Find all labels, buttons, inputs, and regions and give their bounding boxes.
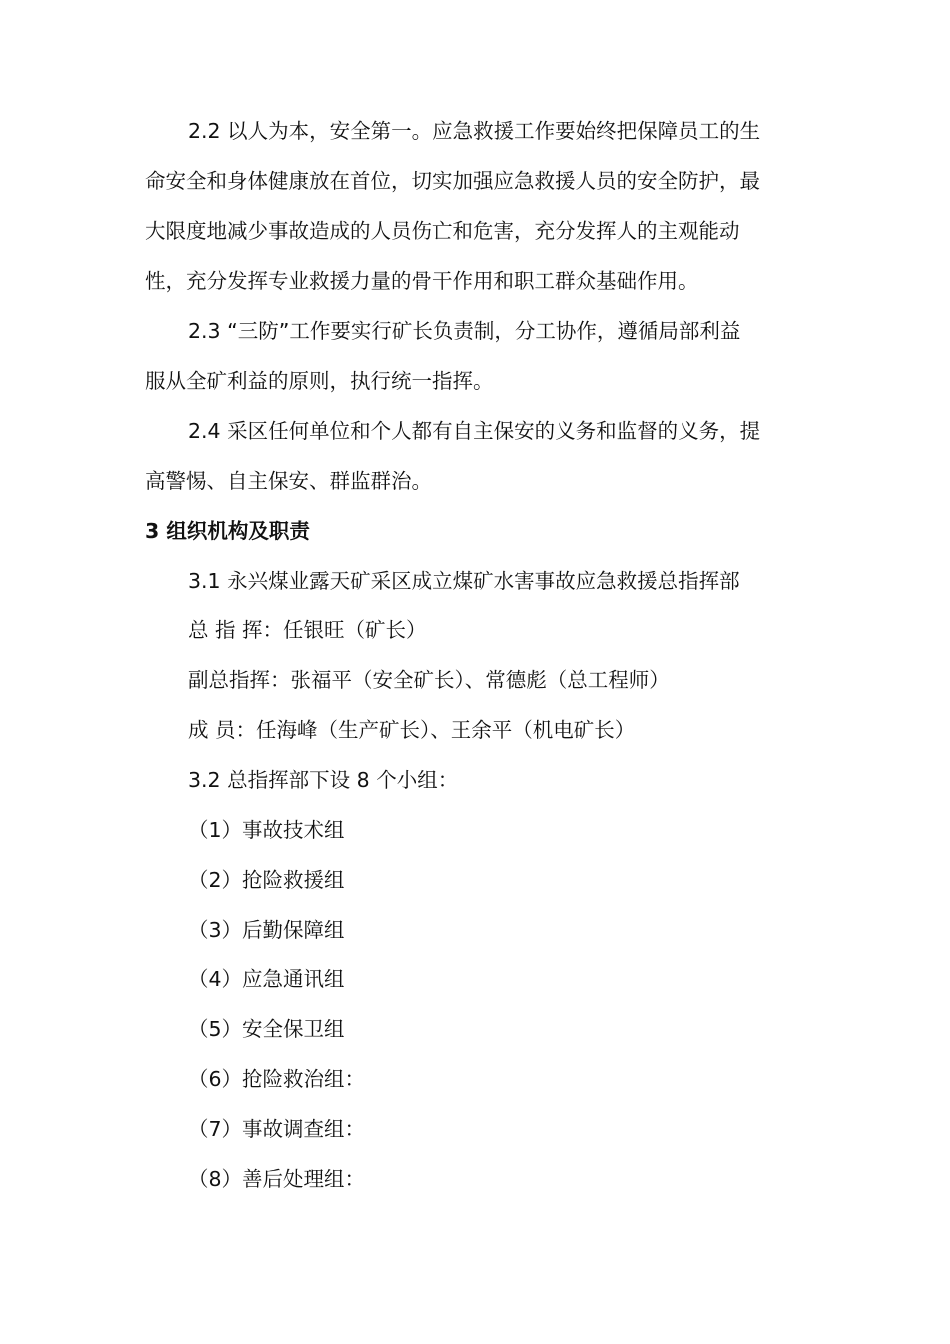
paragraph-2-2-line-3: 大限度地减少事故造成的人员伤亡和危害，充分发挥人的主观能动 [145, 219, 740, 243]
paragraph-2-2-line-2: 命安全和身体健康放在首位，切实加强应急救援人员的安全防护，最 [145, 169, 760, 193]
group-item: （1）事故技术组 [188, 818, 345, 842]
paragraph-2-4-line-1: 2.4 采区任何单位和个人都有自主保安的义务和监督的义务，提 [188, 419, 761, 443]
group-item: （5）安全保卫组 [188, 1017, 345, 1041]
group-item: （6）抢险救治组： [188, 1067, 366, 1091]
paragraph-2-2-line-4: 性，充分发挥专业救援力量的骨干作用和职工群众基础作用。 [145, 269, 699, 293]
paragraph-2-3-line-1: 2.3 “三防”工作要实行矿长负责制，分工协作，遵循局部利益 [188, 319, 741, 343]
paragraph-2-2-line-1: 2.2 以人为本，安全第一。应急救援工作要始终把保障员工的生 [188, 119, 761, 143]
commander-line: 总 指 挥：任银旺（矿长） [188, 618, 427, 642]
deputy-commander-line: 副总指挥：张福平（安全矿长）、常德彪（总工程师） [188, 668, 670, 692]
group-item: （3）后勤保障组 [188, 918, 345, 942]
members-line: 成 员：任海峰（生产矿长）、王余平（机电矿长） [188, 718, 636, 742]
section-3-2: 3.2 总指挥部下设 8 个小组： [188, 768, 459, 792]
group-item: （7）事故调查组： [188, 1117, 366, 1141]
group-item: （4）应急通讯组 [188, 967, 345, 991]
paragraph-2-3-line-2: 服从全矿利益的原则，执行统一指挥。 [145, 369, 494, 393]
section-3-heading: 3 组织机构及职责 [145, 519, 310, 543]
group-item: （8）善后处理组： [188, 1167, 366, 1191]
group-item: （2）抢险救援组 [188, 868, 345, 892]
paragraph-2-4-line-2: 高警惕、自主保安、群监群治。 [145, 469, 432, 493]
section-3-1: 3.1 永兴煤业露天矿采区成立煤矿水害事故应急救援总指挥部 [188, 569, 740, 593]
